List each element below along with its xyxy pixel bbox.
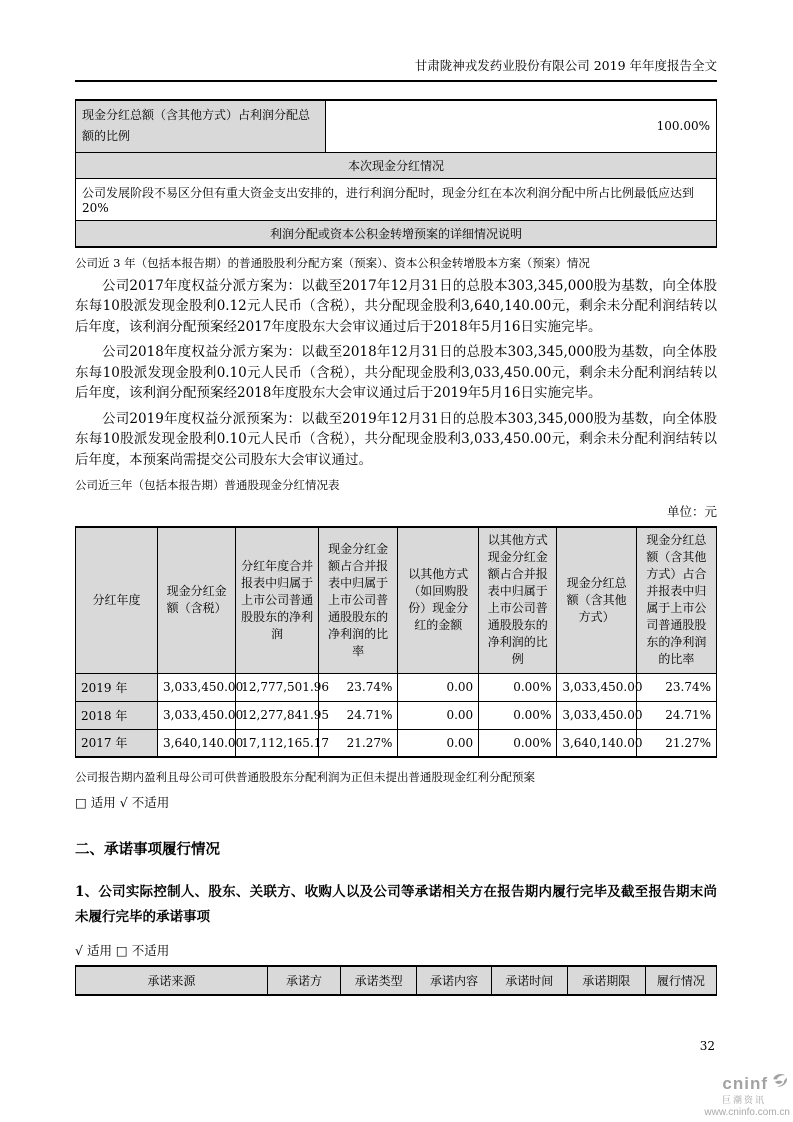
no-dividend-proposal-note: 公司报告期内盈利且母公司可供普通股股东分配利润为正但未提出普通股现金红利分配预案 (75, 770, 535, 784)
col-header-commitment-party: 承诺方 (267, 966, 341, 995)
cash-dividend-ratio-value: 100.00% (325, 100, 716, 152)
cell-value: 0.00% (479, 701, 557, 729)
col-header-other-method-amount: 以其他方式（如回购股份）现金分红的金额 (398, 527, 479, 673)
dividend-summary-table (75, 99, 717, 248)
paragraph-2017-plan: 公司2017年度权益分派方案为：以截至2017年12月31日的总股本303,345,000股为基数，向全体股东每10股派发现金股利0.12元人民币（含税），共分配现金股利3,640,140.00元，剩余未分配利润结转以后年度，该利润分配预案经2017年度股东大会审议通过后于2018年5月16日实施完毕。 (75, 277, 717, 335)
col-header-commitment-term: 承诺期限 (567, 966, 645, 995)
col-header-commitment-content: 承诺内容 (417, 966, 492, 995)
table-row (76, 178, 717, 220)
col-header-total-cash-dividend: 现金分红总额（含其他方式） (557, 527, 636, 673)
cell-value: 0.00 (398, 729, 479, 757)
cell-value: 3,640,140.00 (557, 729, 636, 757)
cell-value: 0.00% (479, 729, 557, 757)
col-header-cash-dividend-amount: 现金分红金额（含税） (158, 527, 236, 673)
col-header-dividend-year: 分红年度 (76, 527, 158, 673)
cash-dividend-table (75, 526, 717, 758)
current-cash-dividend-header: 本次现金分红情况 (76, 152, 717, 178)
cell-value: 0.00 (398, 701, 479, 729)
paragraph-2018-plan: 公司2018年度权益分派方案为：以截至2018年12月31日的总股本303,345,000股为基数，向全体股东每10股派发现金股利0.10元人民币（含税），共分配现金股利3,033,450.00元，剩余未分配利润结转以后年度，该利润分配预案经2018年度股东大会审议通过后于2019年5月16日实施完毕。 (75, 344, 717, 401)
cell-value: 3,033,450.00 (158, 673, 236, 701)
col-header-net-profit: 分红年度合并报表中归属于上市公司普通股股东的净利润 (236, 527, 319, 673)
three-year-plan-caption: 公司近 3 年（包括本报告期）的普通股股利分配方案（预案）、资本公积金转增股本方案（预案）情况 (75, 255, 590, 270)
cash-dividend-ratio-label: 现金分红总额（含其他方式）占利润分配总额的比例 (76, 100, 326, 152)
cell-value: 3,640,140.00 (158, 729, 236, 757)
cell-value: 23.74% (636, 673, 716, 701)
unit-label: 单位：元 (666, 504, 717, 519)
applicability-line: √ 适用 □ 不适用 (75, 943, 170, 958)
table-row-2018 (76, 701, 717, 729)
cninfo-logo-row (704, 1071, 790, 1095)
cell-value: 3,033,450.00 (158, 701, 236, 729)
cninfo-logo (704, 1071, 790, 1118)
col-header-total-dividend-ratio: 现金分红总额（含其他方式）占合并报表中归属于上市公司普通股股东的净利润的比率 (636, 527, 716, 673)
cell-year: 2018 年 (76, 701, 158, 729)
col-header-commitment-source: 承诺来源 (76, 966, 268, 995)
cell-value: 24.71% (318, 701, 397, 729)
table-row (76, 100, 717, 152)
subsection-title-commitments: 1、公司实际控制人、股东、关联方、收购人以及公司等承诺相关方在报告期内履行完毕及截至报告期末尚未履行完毕的承诺事项 (75, 884, 717, 925)
page-header-title: 甘肃陇神戎发药业股份有限公司 2019 年年度报告全文 (75, 0, 717, 82)
cell-value: 21.27% (318, 729, 397, 757)
cninfo-logo-text: cninf (722, 1073, 768, 1093)
dividend-policy-note: 公司发展阶段不易区分但有重大资金支出安排的，进行利润分配时，现金分红在本次利润分配中所占比例最低应达到 20% (76, 178, 717, 220)
table-row-2019 (76, 673, 717, 701)
table-row (76, 220, 717, 247)
col-header-performance: 履行情况 (645, 966, 716, 995)
cell-value: 21.27% (636, 729, 716, 757)
cell-year: 2017 年 (76, 729, 158, 757)
col-header-commitment-time: 承诺时间 (491, 966, 567, 995)
section-title-commitments: 二、承诺事项履行情况 (75, 841, 220, 858)
cninfo-logo-subtitle: 巨潮资讯 (721, 1095, 766, 1105)
cell-value: 24.71% (636, 701, 716, 729)
col-header-dividend-ratio: 现金分红金额占合并报表中归属于上市公司普通股股东的净利润的比率 (318, 527, 397, 673)
table-row (76, 152, 717, 178)
cell-value: 12,777,501.96 (236, 673, 319, 701)
cell-year: 2019 年 (76, 673, 158, 701)
cell-value: 23.74% (318, 673, 397, 701)
commitment-table (75, 965, 717, 996)
col-header-commitment-type: 承诺类型 (341, 966, 417, 995)
cell-value: 3,033,450.00 (557, 673, 636, 701)
cell-value: 17,112,165.17 (236, 729, 319, 757)
profit-distribution-detail-header: 利润分配或资本公积金转增预案的详细情况说明 (76, 220, 717, 247)
paragraph-2019-plan: 公司2019年度权益分派预案为：以截至2019年12月31日的总股本303,345,000股为基数，向全体股东每10股派发现金股利0.10元人民币（含税），共分配现金股利3,033,450.00元，剩余未分配利润结转以后年度，本预案尚需提交公司股东大会审议通过。 (75, 410, 717, 468)
cell-value: 3,033,450.00 (557, 701, 636, 729)
cash-dividend-table-caption: 公司近三年（包括本报告期）普通股现金分红情况表 (75, 478, 340, 492)
applicability-line: □ 适用 √ 不适用 (75, 795, 170, 810)
cell-value: 0.00% (479, 673, 557, 701)
cninfo-logo-url: www.cninfo.com.cn (704, 1107, 790, 1118)
page-content (75, 99, 717, 996)
table-row-2017 (76, 729, 717, 757)
col-header-other-method-ratio: 以其他方式现金分红金额占合并报表中归属于上市公司普通股股东的净利润的比例 (479, 527, 557, 673)
cell-value: 0.00 (398, 673, 479, 701)
page-number: 32 (699, 1039, 715, 1053)
cell-value: 12,277,841.95 (236, 701, 319, 729)
cninfo-swirl-icon (770, 1071, 790, 1095)
table-header-row (76, 966, 717, 995)
table-header-row (76, 527, 717, 673)
